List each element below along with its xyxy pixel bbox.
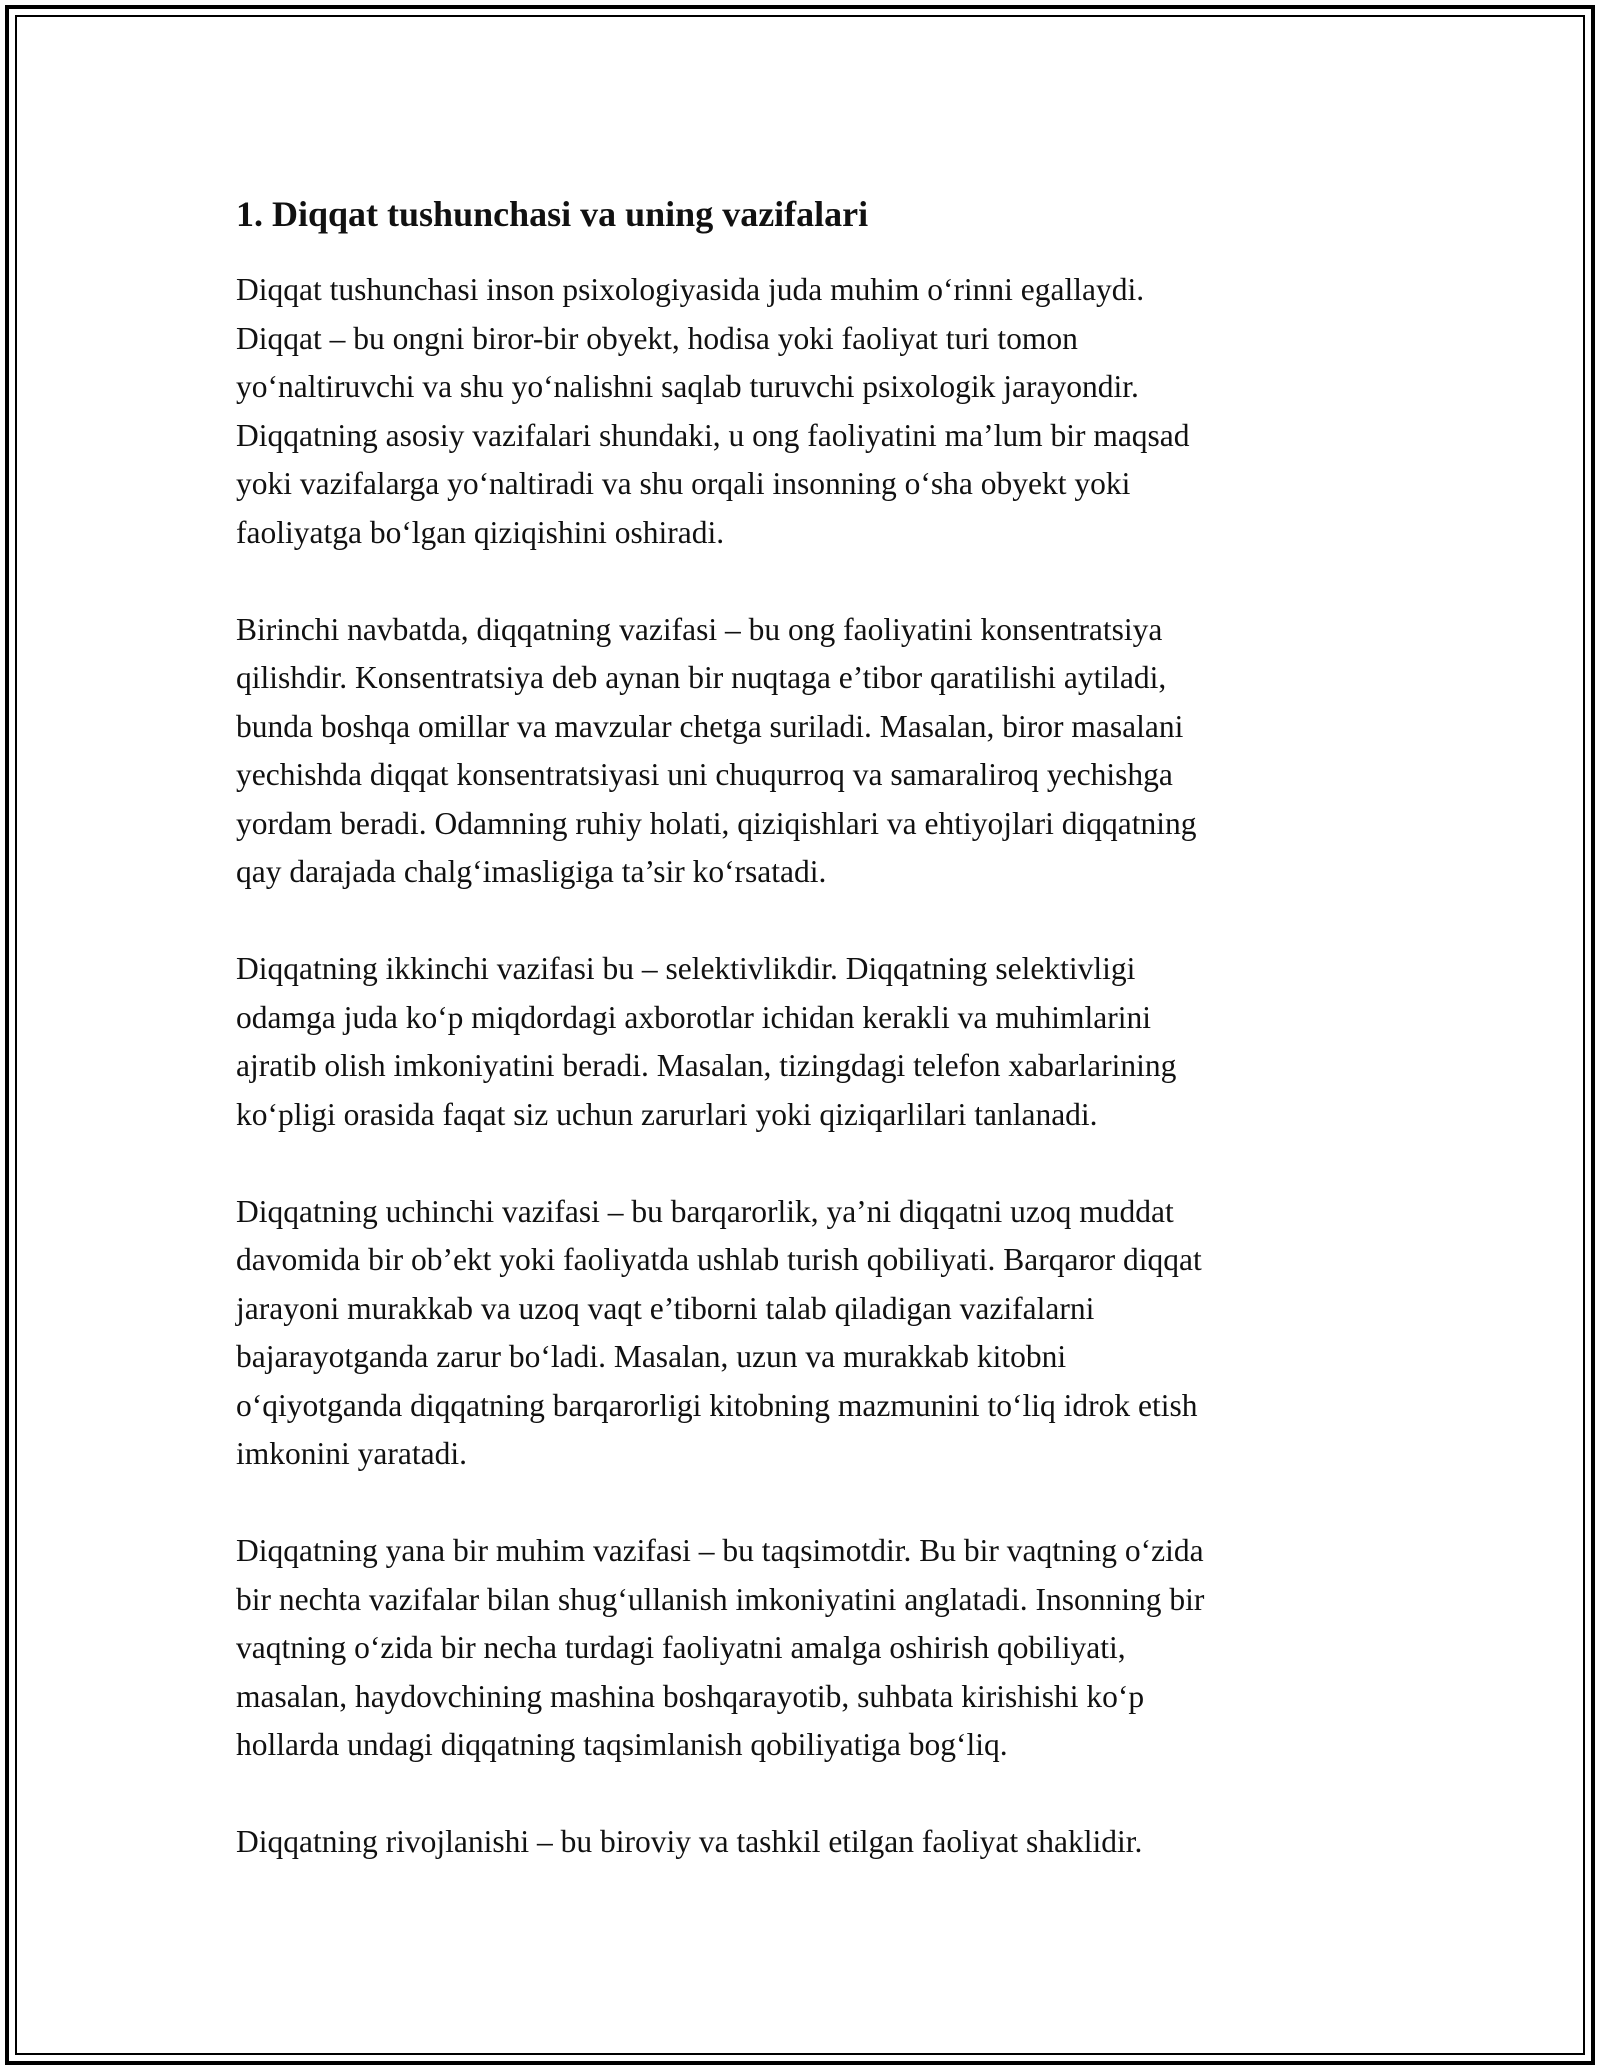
paragraph-line: yordam beradi. Odamning ruhiy holati, qiziqishlari va ehtiyojlari diqqatning [236,805,1197,841]
paragraph-line: Diqqatning uchinchi vazifasi – bu barqarorlik, ya’ni diqqatni uzoq muddat [236,1193,1174,1229]
paragraph-line: yo‘naltiruvchi va shu yo‘nalishni saqlab turuvchi psixologik jarayondir. [236,369,1139,404]
paragraph-line: ajratib olish imkoniyatini beradi. Masalan, tizingdagi telefon xabarlarining [236,1048,1177,1083]
paragraph-line: bunda boshqa omillar va mavzular chetga suriladi. Masalan, biror masalani [236,708,1184,744]
paragraph-selectivity [236,945,1386,1139]
paragraph-line: imkonini yaratadi. [236,1436,467,1471]
paragraph-concentration [236,606,1386,897]
paragraph-line: masalan, haydovchining mashina boshqarayotib, suhbata kirishishi ko‘p [236,1678,1145,1714]
paragraph-line: yoki vazifalarga yo‘naltiradi va shu orqali insonning o‘sha obyekt yoki [236,466,1131,501]
paragraph-line: qay darajada chalg‘imasligiga ta’sir ko‘rsatadi. [236,854,827,889]
paragraph-line: Diqqatning asosiy vazifalari shundaki, u ong faoliyatini ma’lum bir maqsad [236,417,1190,453]
paragraph-line: Diqqatning yana bir muhim vazifasi – bu taqsimotdir. Bu bir vaqtning o‘zida [236,1533,1204,1568]
paragraph-line: Diqqat tushunchasi inson psixologiyasida juda muhim o‘rinni egallaydi. [236,272,1145,307]
paragraph-intro [236,266,1386,557]
paragraph-line: odamga juda ko‘p miqdordagi axborotlar ichidan kerakli va muhimlarini [236,999,1151,1035]
paragraph-line: Diqqatning ikkinchi vazifasi bu – selektivlikdir. Diqqatning selektivligi [236,951,1136,986]
paragraph-line: Birinchi navbatda, diqqatning vazifasi – bu ong faoliyatini konsentratsiya [236,611,1163,647]
paragraph-line: hollarda undagi diqqatning taqsimlanish qobiliyatiga bog‘liq. [236,1727,1008,1762]
paragraph-line: faoliyatga bo‘lgan qiziqishini oshiradi. [236,514,725,550]
paragraph-line: o‘qiyotganda diqqatning barqarorligi kitobning mazmunini to‘liq idrok etish [236,1387,1198,1423]
paragraph-stability [236,1188,1386,1479]
paragraph-line: bir nechta vazifalar bilan shug‘ullanish imkoniyatini anglatadi. Insonning bir [236,1581,1205,1617]
paragraph-line: yechishda diqqat konsentratsiyasi uni chuqurroq va samaraliroq yechishga [236,757,1173,792]
paragraph-line: Diqqatning rivojlanishi – bu biroviy va tashkil etilgan faoliyat shaklidir. [236,1824,1143,1859]
paragraph-line: ko‘pligi orasida faqat siz uchun zarurlari yoki qiziqarlilari tanlanadi. [236,1096,1098,1132]
paragraph-line: Diqqat – bu ongni biror-bir obyekt, hodisa yoki faoliyat turi tomon [236,320,1078,356]
paragraph-line: qilishdir. Konsentratsiya deb aynan bir nuqtaga e’tibor qaratilishi aytiladi, [236,660,1167,695]
paragraph-development [236,1818,1386,1867]
section-heading: 1. Diqqat tushunchasi va uning vazifalari [236,194,869,234]
paragraph-line: bajarayotganda zarur bo‘ladi. Masalan, uzun va murakkab kitobni [236,1339,1067,1374]
paragraph-line: vaqtning o‘zida bir necha turdagi faoliyatni amalga oshirish qobiliyati, [236,1630,1126,1665]
paragraph-line: jarayoni murakkab va uzoq vaqt e’tiborni talab qiladigan vazifalarni [236,1290,1095,1326]
paragraph-line: davomida bir ob’ekt yoki faoliyatda ushlab turish qobiliyati. Barqaror diqqat [236,1242,1202,1277]
paragraph-distribution [236,1527,1386,1770]
document-body [236,186,1386,1915]
